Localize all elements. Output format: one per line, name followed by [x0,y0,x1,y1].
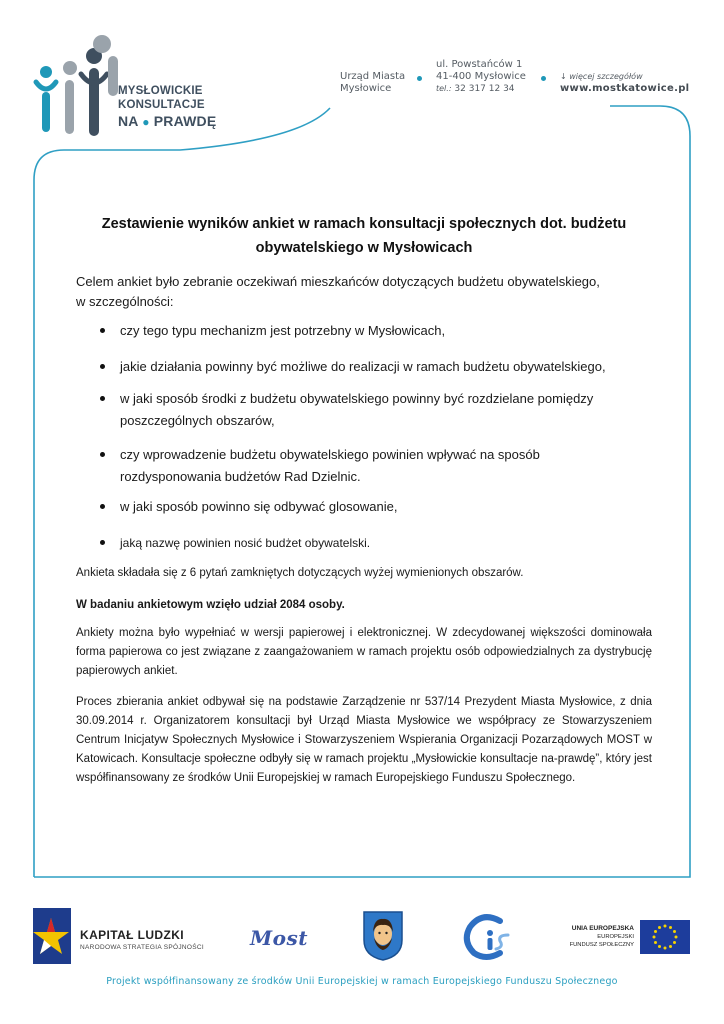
paragraph-process: Proces zbierania ankiet odbywał się na podstawie Zarządzenie nr 537/14 Prezydent Miasta Mysłowice, z dnia 30.09.2014 r. Organizatorem konsultacji był Urząd Miasta Mysłowice we współpracy ze Stowarzyszeniem Centrum Inicjatyw Społecznych Mysłowice i Stowarzyszeniem Wspierania Organizacji Pozarządowych MOST w Katowicach. Konsultacje społeczne odbyły się w ramach projektu „Mysłowickie konsultacje na-prawdę”, który jest współfinansowany ze środków Unii Europejskiej w ramach Europejskiego Funduszu Społecznego. [76,696,652,784]
intro-line-1: Celem ankiet było zebranie oczekiwań mieszkańców dotyczących budżetu obywatelskiego, [76,274,600,289]
bullet-icon [100,504,105,509]
coat-of-arms-icon [362,910,404,962]
logo-line-3: NA ● PRAWDĘ [118,113,217,129]
paragraph-survey-structure: Ankieta składała się z 6 pytań zamkniętych dotyczących wyżej wymienionych obszarów. [76,567,524,579]
list-item: w jaki sposób powinno się odbywać glosowanie, [98,496,638,518]
intro-paragraph [76,272,652,312]
list-item: w jaki sposób środki z budżetu obywatelskiego powinny być rozdzielane pomiędzy poszczególnych obszarów, [98,388,638,432]
logo-line-2: KONSULTACJE [118,99,205,111]
list-item: jakie działania powinny być możliwe do realizacji w ramach budżetu obywatelskiego, [98,356,638,378]
address-line-1: ul. Powstańców 1 [436,59,523,70]
cis-logo-icon [460,913,516,961]
paragraph-participants: W badaniu ankietowym wzięło udział 2084 osoby. [76,599,345,611]
footer-note: Projekt współfinansowany ze środków Unii Europejskiej w ramach Europejskiego Funduszu Społecznego [106,976,618,987]
eu-label [562,925,634,949]
header-office [340,71,405,95]
paragraph-survey-form: Ankiety można było wypełniać w wersji papierowej i elektronicznej. W zdecydowanej większości dominowała forma papierowa co jest związane z zaangażowaniem w ramach projektu osób odpowiedzialnych za dystrybucję papierowych ankiet. [76,627,652,677]
list-item: jaką nazwę powinien nosić budżet obywatelski. [98,532,638,554]
header-separator-dot-1 [417,76,422,81]
kapital-ludzki-subtitle: NARODOWA STRATEGIA SPÓJNOŚCI [80,944,204,951]
eu-flag-icon [640,920,690,954]
eu-line-3: FUNDUSZ SPOŁECZNY [569,942,634,948]
intro-line-2: w szczególności: [76,294,174,309]
list-item: czy wprowadzenie budżetu obywatelskiego powinien wpływać na sposób rozdysponowania budżetów Rad Dzielnic. [98,444,638,488]
list-item: czy tego typu mechanizm jest potrzebny w Mysłowicach, [98,320,638,342]
most-logo: Most [250,926,308,950]
eu-line-2: EUROPEJSKI [597,934,634,940]
eu-line-1: UNIA EUROPEJSKA [571,925,634,932]
phone-line: tel.: 32 317 12 34 [436,84,515,94]
bullet-icon [100,396,105,401]
header-address [436,59,526,95]
header-web [560,71,689,95]
more-details-label: ↓ więcej szczegółów [560,72,643,81]
bullet-icon [100,328,105,333]
office-line-2: Mysłowice [340,83,392,94]
header-separator-dot-2 [541,76,546,81]
kapital-ludzki-title: KAPITAŁ LUDZKI [80,928,185,942]
logo-wordmark [118,84,216,129]
office-line-1: Urząd Miasta [340,71,406,82]
logo-line-1: MYSŁOWICKIE [118,85,203,97]
address-line-2: 41-400 Mysłowice [436,71,526,82]
kapital-ludzki-star-icon [33,908,71,964]
document-title: Zestawienie wyników ankiet w ramach konsultacji społecznych dot. budżetu obywatelskiego w Mysłowicach [101,216,627,256]
bullet-icon [100,452,105,457]
bullet-icon [100,540,105,545]
bullet-icon [100,364,105,369]
website-link[interactable]: www.mostkatowice.pl [560,83,690,94]
